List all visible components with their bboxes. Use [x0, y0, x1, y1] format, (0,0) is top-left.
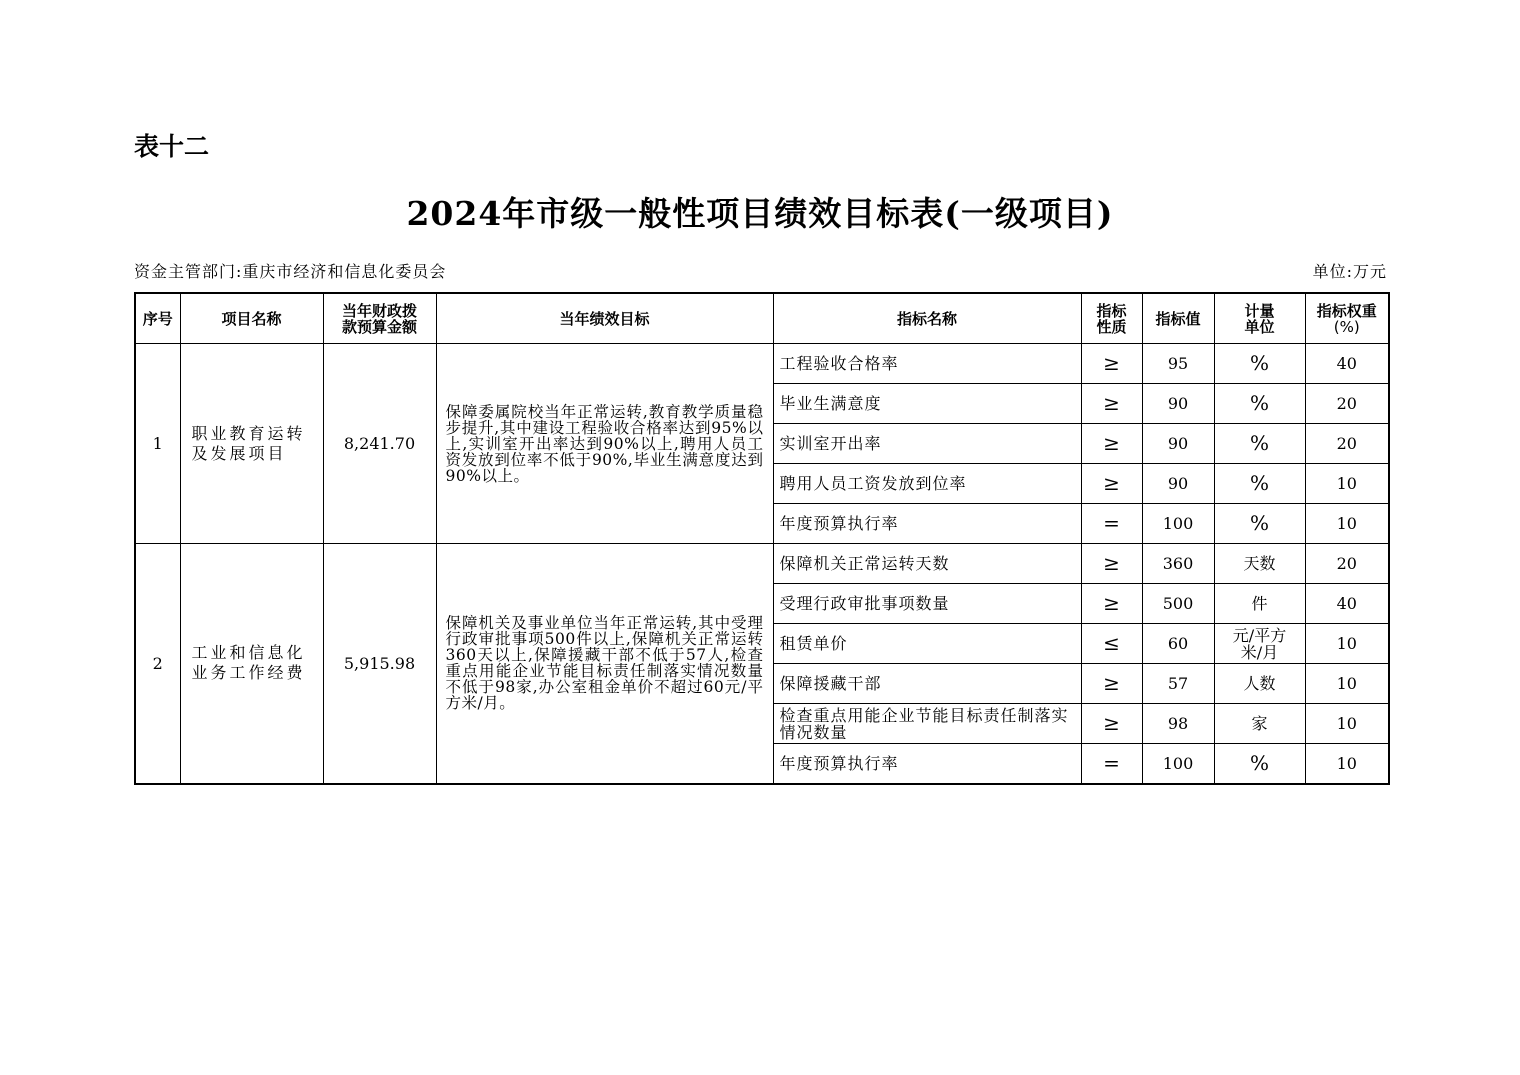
indicator-value: 60	[1142, 624, 1214, 664]
project-name: 工业和信息化业务工作经费	[180, 544, 323, 784]
indicator-weight: 10	[1305, 744, 1389, 784]
project-goal: 保障委属院校当年正常运转,教育教学质量稳步提升,其中建设工程验收合格率达到95%以上,实训室开出率达到90%以上,聘用人员工资发放到位率不低于90%,毕业生满意度达到90%以上。	[436, 344, 773, 544]
page-label: 表十二	[134, 132, 210, 161]
indicator-weight: 10	[1305, 624, 1389, 664]
project-seq: 1	[135, 344, 180, 544]
indicator-unit: %	[1214, 384, 1305, 424]
indicator-name: 聘用人员工资发放到位率	[773, 464, 1081, 504]
indicator-weight: 40	[1305, 344, 1389, 384]
indicator-weight: 10	[1305, 464, 1389, 504]
indicator-name: 年度预算执行率	[773, 504, 1081, 544]
indicator-value: 100	[1142, 504, 1214, 544]
indicator-name: 年度预算执行率	[773, 744, 1081, 784]
indicator-unit: %	[1214, 424, 1305, 464]
indicator-value: 90	[1142, 424, 1214, 464]
page-title: 2024年市级一般性项目绩效目标表(一级项目)	[406, 194, 1114, 233]
indicator-weight: 10	[1305, 704, 1389, 744]
indicator-name: 实训室开出率	[773, 424, 1081, 464]
indicator-value: 360	[1142, 544, 1214, 584]
indicator-nature: ≥	[1081, 584, 1142, 624]
header-unit: 计量 单位	[1214, 293, 1305, 344]
project-budget: 8,241.70	[323, 344, 436, 544]
indicator-value: 90	[1142, 384, 1214, 424]
indicator-name: 工程验收合格率	[773, 344, 1081, 384]
table-header-row	[135, 293, 1389, 344]
table-row	[135, 544, 1389, 584]
indicator-name: 毕业生满意度	[773, 384, 1081, 424]
indicator-unit: %	[1214, 344, 1305, 384]
header-goal: 当年绩效目标	[436, 293, 773, 344]
indicator-unit: 家	[1214, 704, 1305, 744]
indicator-unit: %	[1214, 464, 1305, 504]
indicator-nature: =	[1081, 744, 1142, 784]
header-seq: 序号	[135, 293, 180, 344]
indicator-nature: =	[1081, 504, 1142, 544]
indicator-nature: ≥	[1081, 424, 1142, 464]
indicator-unit: %	[1214, 504, 1305, 544]
unit-label: 单位:万元	[1312, 262, 1387, 281]
project-name: 职业教育运转及发展项目	[180, 344, 323, 544]
indicator-value: 100	[1142, 744, 1214, 784]
header-budget: 当年财政拨 款预算金额	[323, 293, 436, 344]
indicator-nature: ≥	[1081, 344, 1142, 384]
indicator-nature: ≥	[1081, 664, 1142, 704]
indicator-value: 57	[1142, 664, 1214, 704]
indicator-nature: ≥	[1081, 544, 1142, 584]
indicator-unit: 元/平方米/月	[1214, 624, 1305, 664]
indicator-name: 保障机关正常运转天数	[773, 544, 1081, 584]
performance-table	[134, 292, 1390, 785]
indicator-nature: ≥	[1081, 464, 1142, 504]
indicator-value: 98	[1142, 704, 1214, 744]
indicator-name: 租赁单价	[773, 624, 1081, 664]
indicator-name: 保障援藏干部	[773, 664, 1081, 704]
header-indicator-name: 指标名称	[773, 293, 1081, 344]
project-goal: 保障机关及事业单位当年正常运转,其中受理行政审批事项500件以上,保障机关正常运转360天以上,保障援藏干部不低于57人,检查重点用能企业节能目标责任制落实情况数量不低于98家,办公室租金单价不超过60元/平方米/月。	[436, 544, 773, 784]
indicator-name: 受理行政审批事项数量	[773, 584, 1081, 624]
project-budget: 5,915.98	[323, 544, 436, 784]
indicator-weight: 40	[1305, 584, 1389, 624]
indicator-unit: %	[1214, 744, 1305, 784]
indicator-name: 检查重点用能企业节能目标责任制落实情况数量	[773, 704, 1081, 744]
indicator-weight: 20	[1305, 544, 1389, 584]
indicator-weight: 10	[1305, 504, 1389, 544]
indicator-unit: 件	[1214, 584, 1305, 624]
header-project-name: 项目名称	[180, 293, 323, 344]
indicator-weight: 10	[1305, 664, 1389, 704]
table-row	[135, 344, 1389, 384]
indicator-unit: 天数	[1214, 544, 1305, 584]
indicator-value: 90	[1142, 464, 1214, 504]
indicator-nature: ≥	[1081, 384, 1142, 424]
indicator-value: 95	[1142, 344, 1214, 384]
indicator-nature: ≤	[1081, 624, 1142, 664]
indicator-weight: 20	[1305, 424, 1389, 464]
header-weight: 指标权重 (%)	[1305, 293, 1389, 344]
indicator-value: 500	[1142, 584, 1214, 624]
project-seq: 2	[135, 544, 180, 784]
header-value: 指标值	[1142, 293, 1214, 344]
indicator-unit: 人数	[1214, 664, 1305, 704]
indicator-weight: 20	[1305, 384, 1389, 424]
department-label: 资金主管部门:重庆市经济和信息化委员会	[134, 262, 447, 281]
header-nature: 指标 性质	[1081, 293, 1142, 344]
indicator-nature: ≥	[1081, 704, 1142, 744]
